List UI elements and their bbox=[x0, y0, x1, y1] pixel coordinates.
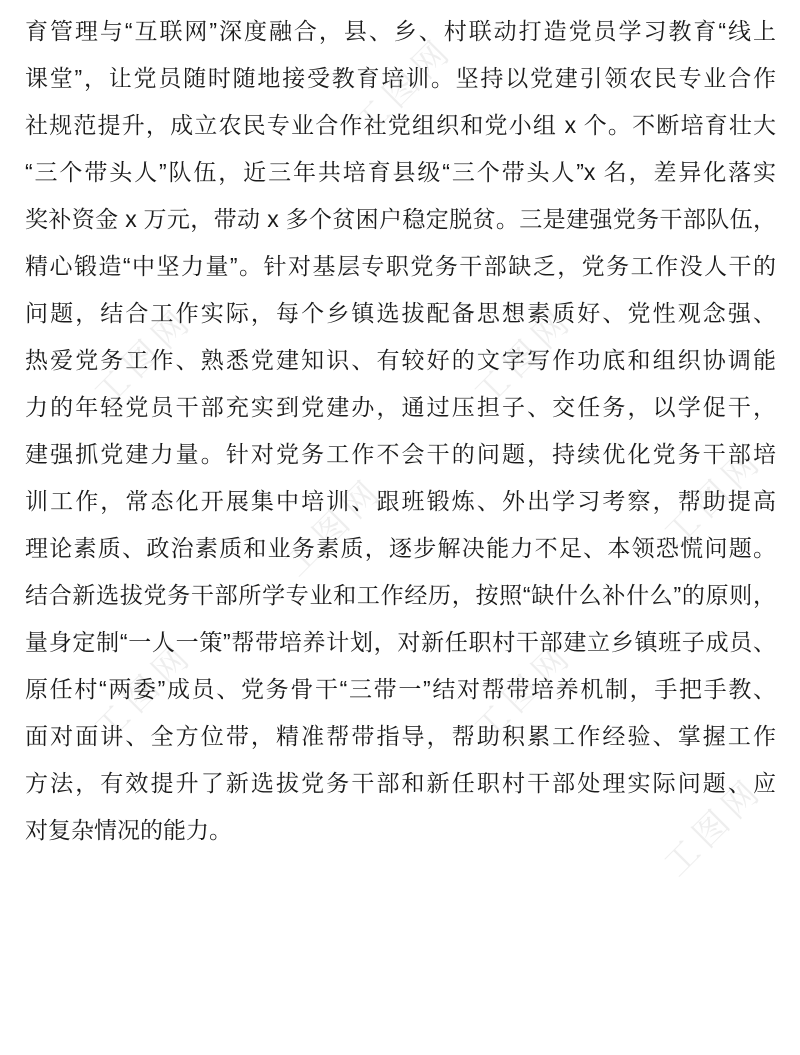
text-line: 原任村“两委”成员、党务骨干“三带一”结对帮带培养机制，手把手教、 bbox=[25, 676, 776, 702]
text-line: “三个带头人”队伍，近三年共培育县级“三个带头人”x 名，差异化落实 bbox=[25, 159, 776, 185]
text-line: 问题，结合工作实际，每个乡镇选拔配备思想素质好、党性观念强、 bbox=[25, 300, 776, 326]
text-line: 训工作，常态化开展集中培训、跟班锻炼、外出学习考察，帮助提高 bbox=[25, 488, 776, 514]
text-line: 理论素质、政治素质和业务素质，逐步解决能力不足、本领恐慌问题。 bbox=[25, 535, 776, 561]
watermark-text: 工图网 bbox=[657, 440, 771, 554]
document-text bbox=[25, 8, 776, 854]
watermark-text: 工图网 bbox=[467, 635, 581, 749]
watermark-text: 工图网 bbox=[347, 30, 461, 144]
text-line: 对复杂情况的能力。 bbox=[25, 817, 232, 843]
text-line: 面对面讲、全方位带，精准帮带指导，帮助积累工作经验、掌握工作 bbox=[25, 723, 776, 749]
watermark-text: 工图网 bbox=[467, 300, 581, 414]
text-line: 热爱党务工作、熟悉党建知识、有较好的文字写作功底和组织协调能 bbox=[25, 347, 776, 373]
text-line: 课堂”，让党员随时随地接受教育培训。坚持以党建引领农民专业合作 bbox=[25, 65, 776, 91]
watermark-text: 工图网 bbox=[87, 300, 201, 414]
watermark-text: 工图网 bbox=[277, 470, 391, 584]
text-line: 精心锻造“中坚力量”。针对基层专职党务干部缺乏，党务工作没人干的 bbox=[25, 253, 776, 279]
text-line: 建强抓党建力量。针对党务工作不会干的问题，持续优化党务干部培 bbox=[25, 441, 776, 467]
text-line: 奖补资金 x 万元，带动 x 多个贫困户稳定脱贫。三是建强党务干部队伍， bbox=[25, 206, 776, 232]
watermark-text: 工图网 bbox=[657, 770, 771, 884]
text-line: 育管理与“互联网”深度融合，县、乡、村联动打造党员学习教育“线上 bbox=[25, 18, 776, 44]
watermark-text: 工图网 bbox=[87, 635, 201, 749]
text-line: 方法，有效提升了新选拔党务干部和新任职村干部处理实际问题、应 bbox=[25, 770, 776, 796]
text-line: 力的年轻党员干部充实到党建办，通过压担子、交任务，以学促干， bbox=[25, 394, 776, 420]
text-line: 结合新选拔党务干部所学专业和工作经历，按照“缺什么补什么”的原则， bbox=[25, 582, 776, 608]
text-line: 量身定制“一人一策”帮带培养计划，对新任职村干部建立乡镇班子成员、 bbox=[25, 629, 776, 655]
text-line: 社规范提升，成立农民专业合作社党组织和党小组 x 个。不断培育壮大 bbox=[25, 112, 776, 138]
